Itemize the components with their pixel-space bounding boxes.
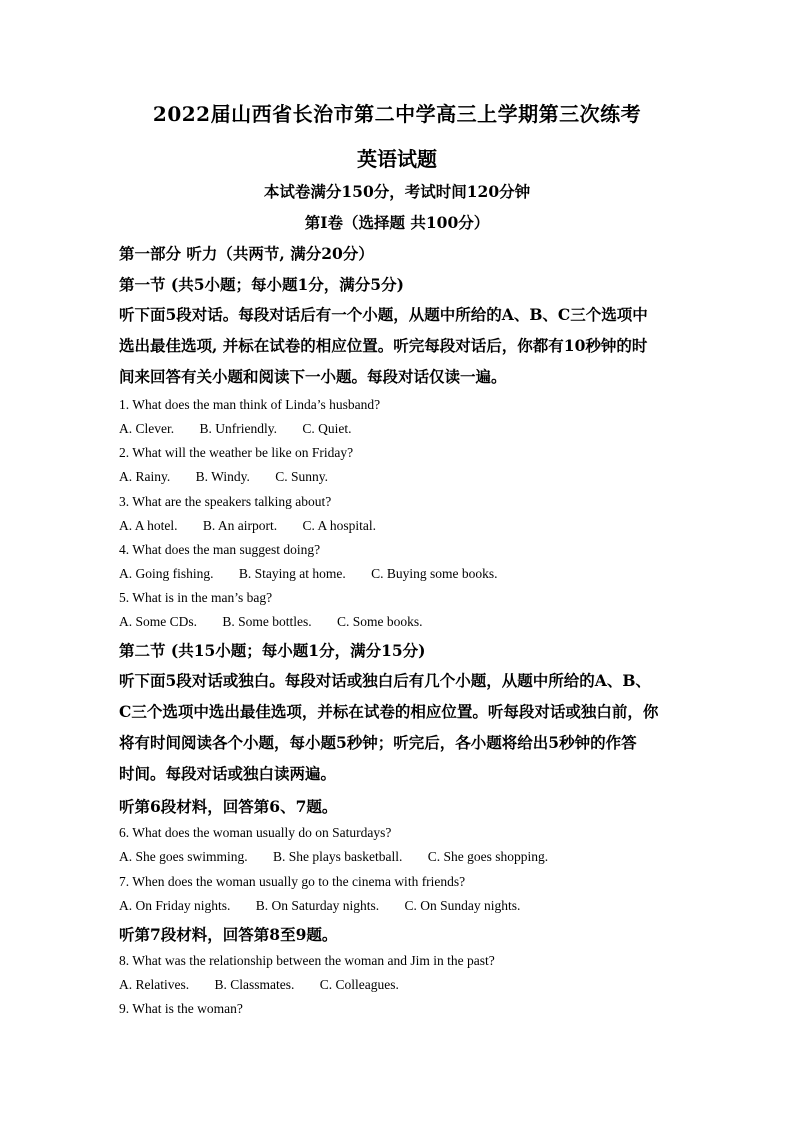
question-7: 7. When does the woman usually go to the cinema with friends?: [119, 874, 466, 889]
option-b: B. Staying at home.: [238, 566, 346, 581]
options-7: [119, 898, 542, 914]
volume-heading: 第Ⅰ卷（选择题 共100分）: [304, 213, 490, 232]
option-c: C. Sunny.: [275, 469, 328, 484]
option-a: A. A hotel.: [119, 518, 178, 533]
option-c: C. She goes shopping.: [427, 849, 549, 864]
options-8: [119, 977, 421, 993]
instruction-line: 间来回答有关小题和阅读下一小题。每段对话仅读一遍。: [119, 367, 507, 386]
option-b: B. Classmates.: [214, 977, 295, 992]
option-a: A. On Friday nights.: [119, 898, 231, 913]
instruction-line: 听下面5段对话。每段对话后有一个小题，从题中所给的A、B、C三个选项中: [119, 305, 648, 324]
question-9: 9. What is the woman?: [119, 1001, 243, 1016]
option-c: C. On Sunday nights.: [404, 898, 521, 913]
options-6: [119, 849, 570, 865]
option-a: A. Going fishing.: [119, 566, 214, 581]
section1-heading: 第一节 (共5小题；每小题1分，满分5分): [119, 275, 404, 294]
question-6: 6. What does the woman usually do on Saturdays?: [119, 825, 392, 840]
option-c: C. Quiet.: [302, 421, 352, 436]
option-c: C. A hospital.: [302, 518, 377, 533]
options-1: [119, 421, 374, 437]
instruction-line: 听下面5段对话或独白。每段对话或独白后有几个小题，从题中所给的A、B、: [119, 671, 651, 690]
exam-info: 本试卷满分150分，考试时间120分钟: [263, 182, 531, 201]
question-4: 4. What does the man suggest doing?: [119, 542, 321, 557]
material-7-heading: 听第7段材料，回答第8至9题。: [119, 925, 338, 944]
option-a: A. She goes swimming.: [119, 849, 248, 864]
options-2: [119, 469, 350, 485]
exam-subtitle: 英语试题: [357, 147, 437, 171]
option-c: C. Some books.: [337, 614, 423, 629]
question-5: 5. What is in the man’s bag?: [119, 590, 273, 605]
question-1: 1. What does the man think of Linda’s husband?: [119, 397, 381, 412]
option-a: A. Clever.: [119, 421, 175, 436]
option-a: A. Relatives.: [119, 977, 190, 992]
instruction-line: 时间。每段对话或独白读两遍。: [119, 764, 337, 783]
option-a: A. Some CDs.: [119, 614, 198, 629]
options-4: [119, 566, 520, 582]
material-6-heading: 听第6段材料，回答第6、7题。: [119, 797, 338, 816]
instruction-line: 选出最佳选项, 并标在试卷的相应位置。听完每段对话后，你都有10秒钟的时: [119, 336, 648, 355]
option-b: B. Some bottles.: [222, 614, 312, 629]
question-2: 2. What will the weather be like on Friday?: [119, 445, 354, 460]
option-b: B. Unfriendly.: [199, 421, 277, 436]
options-5: [119, 614, 445, 630]
option-b: B. Windy.: [195, 469, 250, 484]
option-c: C. Buying some books.: [371, 566, 498, 581]
option-b: B. On Saturday nights.: [255, 898, 380, 913]
question-8: 8. What was the relationship between the woman and Jim in the past?: [119, 953, 495, 968]
options-3: [119, 518, 398, 534]
part1-heading: 第一部分 听力（共两节, 满分20分）: [119, 244, 374, 263]
section2-instructions: [119, 665, 679, 789]
question-3: 3. What are the speakers talking about?: [119, 494, 332, 509]
exam-title: 2022届山西省长治市第二中学高三上学期第三次练考: [152, 102, 642, 126]
instruction-line: C三个选项中选出最佳选项，并标在试卷的相应位置。听每段对话或独白前，你: [119, 702, 659, 721]
instruction-line: 将有时间阅读各个小题，每小题5秒钟；听完后，各小题将给出5秒钟的作答: [119, 733, 637, 752]
section1-instructions: [119, 299, 679, 392]
option-c: C. Colleagues.: [319, 977, 399, 992]
section2-heading: 第二节 (共15小题；每小题1分，满分15分): [119, 641, 426, 660]
option-b: B. An airport.: [202, 518, 278, 533]
option-b: B. She plays basketball.: [273, 849, 403, 864]
option-a: A. Rainy.: [119, 469, 171, 484]
